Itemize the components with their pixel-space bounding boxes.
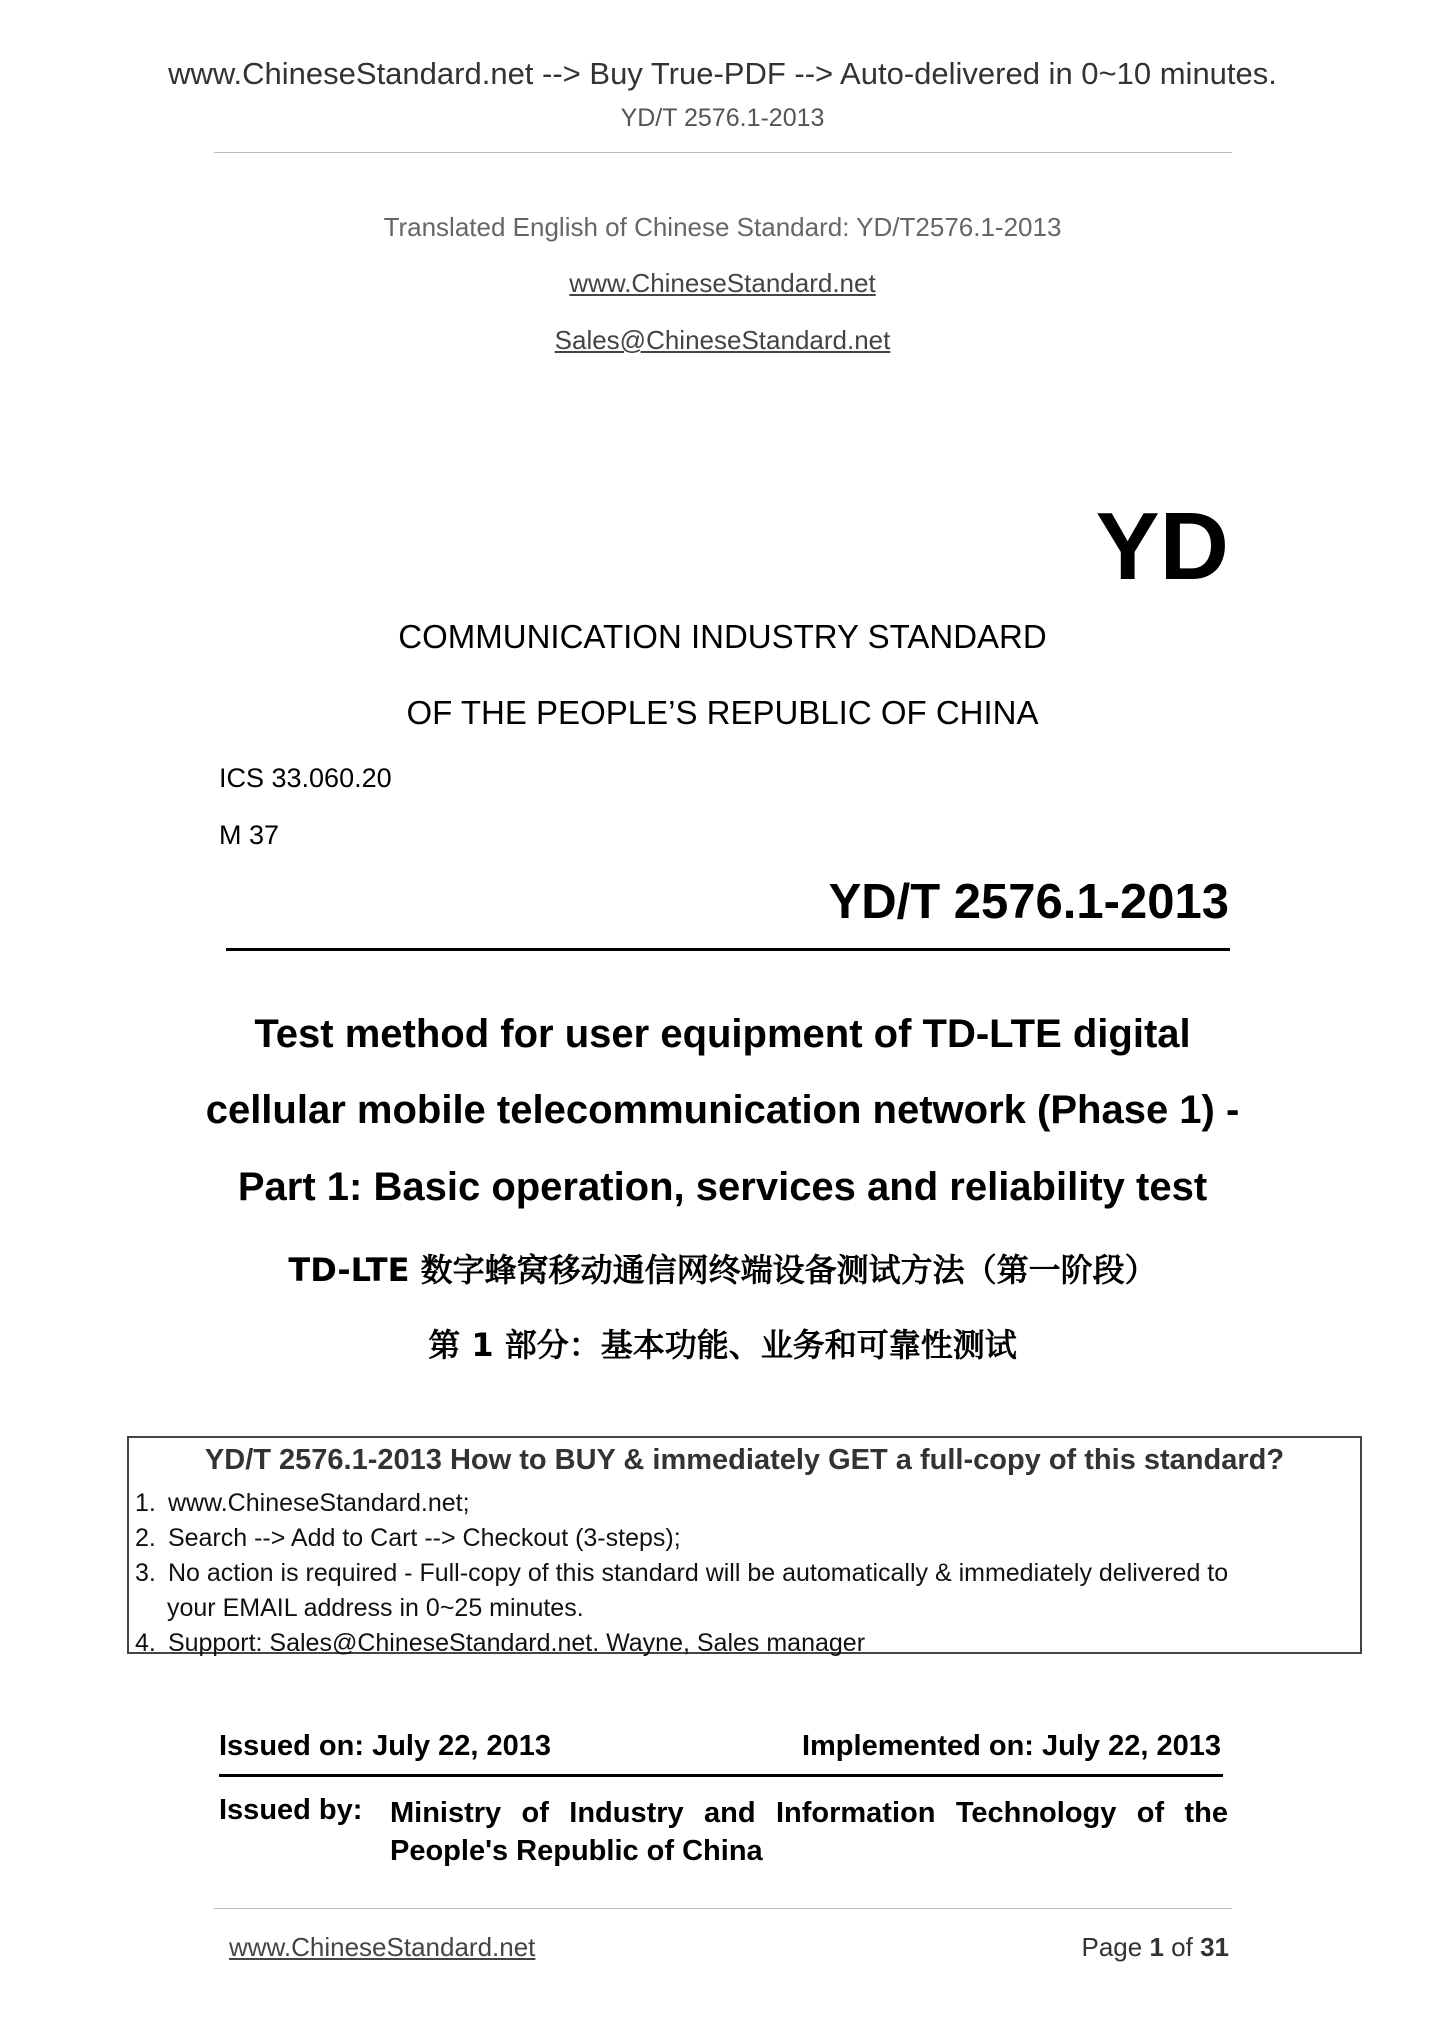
step-text: Support: Sales@ChineseStandard.net. Wayne, Sales manager	[167, 1629, 866, 1657]
purchase-info-box	[127, 1436, 1362, 1657]
website-link-row	[0, 268, 1445, 299]
issued-date: Issued on: July 22, 2013	[219, 1730, 552, 1762]
page-indicator	[1081, 1932, 1229, 1963]
standard-number-rule	[226, 948, 1230, 951]
category-code: M 37	[219, 820, 280, 850]
step-text: No action is required - Full-copy of this standard will be automatically & immediately delivered to	[167, 1559, 1229, 1587]
issuer-label: Issued by:	[219, 1794, 363, 1826]
page-label: Page	[1081, 1932, 1143, 1962]
title-en-line1: Test method for user equipment of TD-LTE digital	[254, 1012, 1191, 1056]
email-link[interactable]: Sales@ChineseStandard.net	[554, 325, 891, 355]
header-standard-code: YD/T 2576.1-2013	[620, 104, 825, 132]
title-cn-line1: TD-LTE 数字蜂窝移动通信网终端设备测试方法（第一阶段）	[288, 1251, 1157, 1289]
header-divider	[214, 152, 1232, 153]
step-number: 4.	[135, 1629, 156, 1657]
standard-number: YD/T 2576.1-2013	[828, 875, 1229, 929]
website-link[interactable]: www.ChineseStandard.net	[569, 268, 876, 298]
page-current: 1	[1149, 1932, 1164, 1962]
step-number: 3.	[135, 1559, 156, 1587]
dates-rule	[219, 1774, 1223, 1777]
translated-caption: Translated English of Chinese Standard: YD/T2576.1-2013	[383, 212, 1062, 242]
step-text: www.ChineseStandard.net;	[167, 1489, 470, 1517]
purchase-steps-list	[135, 1486, 1350, 1661]
standard-type-line1: COMMUNICATION INDUSTRY STANDARD	[398, 618, 1047, 655]
page-of-label: of	[1171, 1932, 1193, 1962]
purchase-step	[135, 1486, 1350, 1521]
purchase-step	[135, 1626, 1350, 1661]
title-en-line2: cellular mobile telecommunication network (Phase 1) -	[205, 1088, 1240, 1132]
step-number: 1.	[135, 1489, 156, 1517]
standard-type-line2: OF THE PEOPLE’S REPUBLIC OF CHINA	[406, 694, 1039, 731]
standard-logo-yd: YD	[1095, 493, 1229, 600]
issuer-name: Ministry of Industry and Information Technology of the People's Republic of China	[390, 1797, 1228, 1867]
email-link-row	[0, 325, 1445, 356]
footer-divider	[214, 1908, 1232, 1909]
step-number: 2.	[135, 1524, 156, 1552]
purchase-info-heading: YD/T 2576.1-2013 How to BUY & immediately GET a full-copy of this standard?	[204, 1444, 1285, 1476]
header-banner: www.ChineseStandard.net --> Buy True-PDF --> Auto-delivered in 0~10 minutes.	[168, 56, 1277, 91]
title-cn-line2: 第 1 部分：基本功能、业务和可靠性测试	[428, 1326, 1017, 1364]
ics-code: ICS 33.060.20	[219, 763, 392, 793]
footer-website-link[interactable]: www.ChineseStandard.net	[229, 1932, 536, 1962]
step-text: Search --> Add to Cart --> Checkout (3-steps);	[167, 1524, 681, 1552]
purchase-step	[135, 1556, 1350, 1591]
title-en-line3: Part 1: Basic operation, services and reliability test	[237, 1165, 1208, 1209]
purchase-step	[135, 1521, 1350, 1556]
implemented-date: Implemented on: July 22, 2013	[801, 1730, 1221, 1762]
page-total: 31	[1200, 1932, 1229, 1962]
purchase-step-continuation: your EMAIL address in 0~25 minutes.	[167, 1594, 584, 1622]
